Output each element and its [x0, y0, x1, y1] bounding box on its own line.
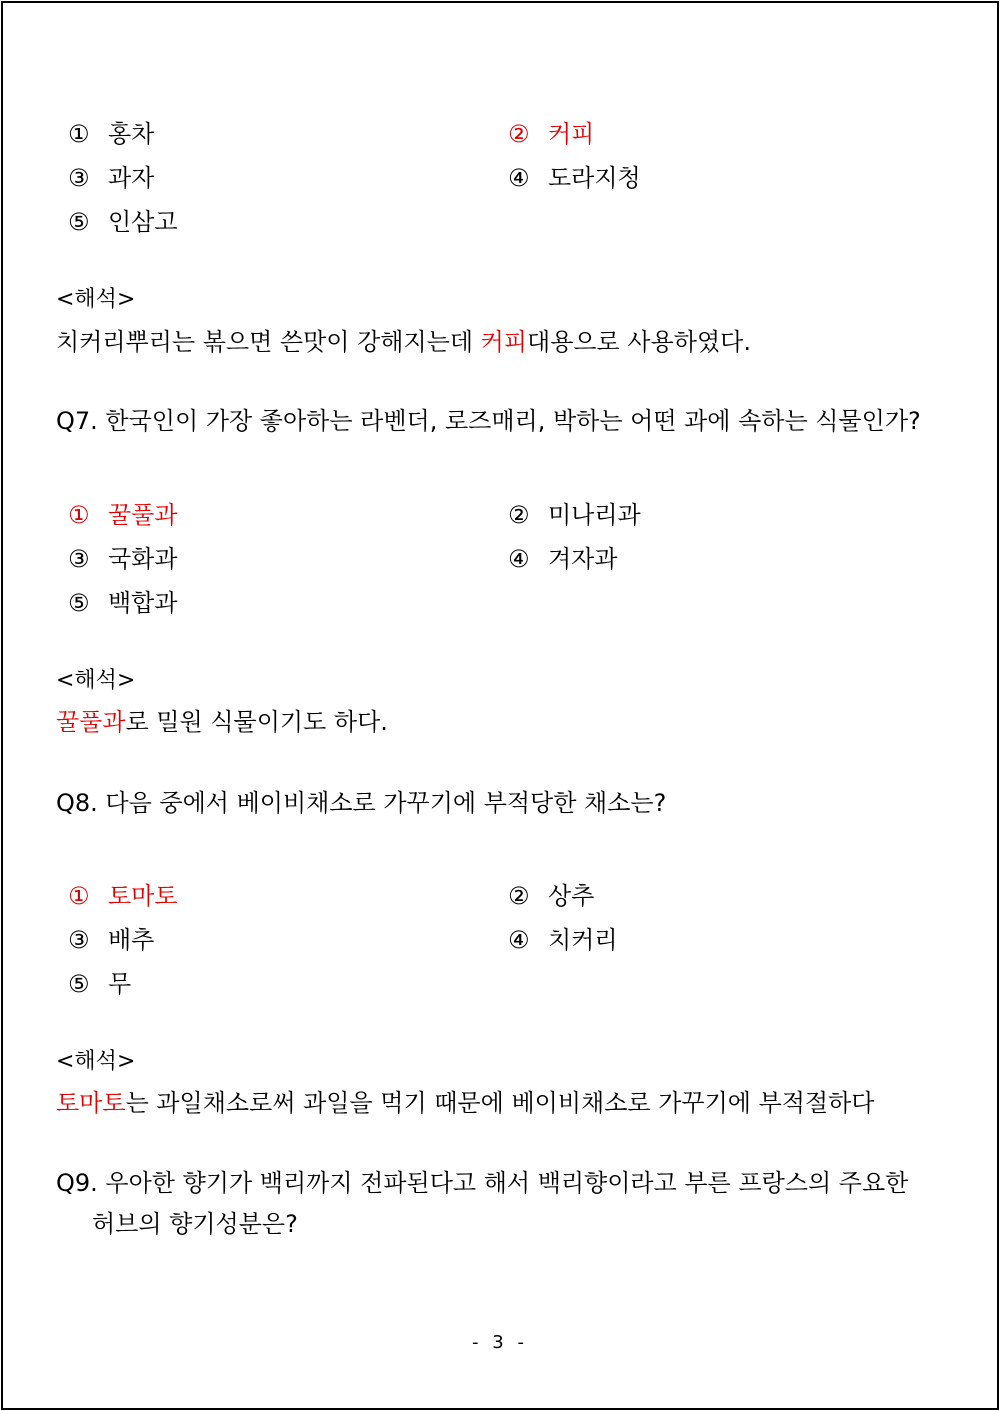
q8-explanation-label: <해석> [56, 1049, 136, 1074]
q7-option-4[interactable]: ④ 겨자과 [508, 545, 618, 573]
q7-option-5[interactable]: ⑤ 백합과 [68, 589, 178, 617]
q6-explanation-label: <해석> [56, 287, 136, 312]
q8-option-4[interactable]: ④ 치커리 [508, 926, 618, 954]
q6-option-5[interactable]: ⑤ 인삼고 [68, 208, 178, 236]
q7-question: Q7. 한국인이 가장 좋아하는 라벤더, 로즈매리, 박하는 어떤 과에 속하는 식물인가? [56, 407, 921, 435]
q7-option-3[interactable]: ③ 국화과 [68, 545, 178, 573]
q7-explanation-highlight: 꿀풀과 [56, 708, 126, 736]
q7-explanation: 꿀풀과로 밀원 식물이기도 하다. [56, 708, 388, 736]
q9-question-line2: 허브의 향기성분은? [92, 1210, 298, 1238]
q6-explanation-highlight: 커피 [480, 328, 528, 356]
q6-explanation: 치커리뿌리는 볶으면 쓴맛이 강해지는데 커피대용으로 사용하였다. [56, 328, 751, 356]
q8-question: Q8. 다음 중에서 베이비채소로 가꾸기에 부적당한 채소는? [56, 789, 667, 817]
q8-option-5[interactable]: ⑤ 무 [68, 970, 132, 998]
q8-option-2[interactable]: ② 상추 [508, 882, 595, 910]
q8-explanation: 토마토는 과일채소로써 과일을 먹기 때문에 베이비채소로 가꾸기에 부적절하다 [56, 1089, 875, 1117]
q8-option-1-answer[interactable]: ① 토마토 [68, 882, 178, 910]
q8-explanation-highlight: 토마토 [56, 1089, 126, 1117]
q7-option-2[interactable]: ② 미나리과 [508, 501, 641, 529]
q6-option-3[interactable]: ③ 과자 [68, 164, 155, 192]
page-number: - 3 - [472, 1332, 528, 1353]
q9-question-line1: Q9. 우아한 향기가 백리까지 전파된다고 해서 백리향이라고 부른 프랑스의 주요한 [56, 1169, 909, 1197]
q8-option-3[interactable]: ③ 배추 [68, 926, 155, 954]
q6-option-1[interactable]: ① 홍차 [68, 120, 155, 148]
q7-option-1-answer[interactable]: ① 꿀풀과 [68, 501, 178, 529]
q6-option-4[interactable]: ④ 도라지청 [508, 164, 641, 192]
q6-option-2-answer[interactable]: ② 커피 [508, 120, 595, 148]
q7-explanation-label: <해석> [56, 668, 136, 693]
